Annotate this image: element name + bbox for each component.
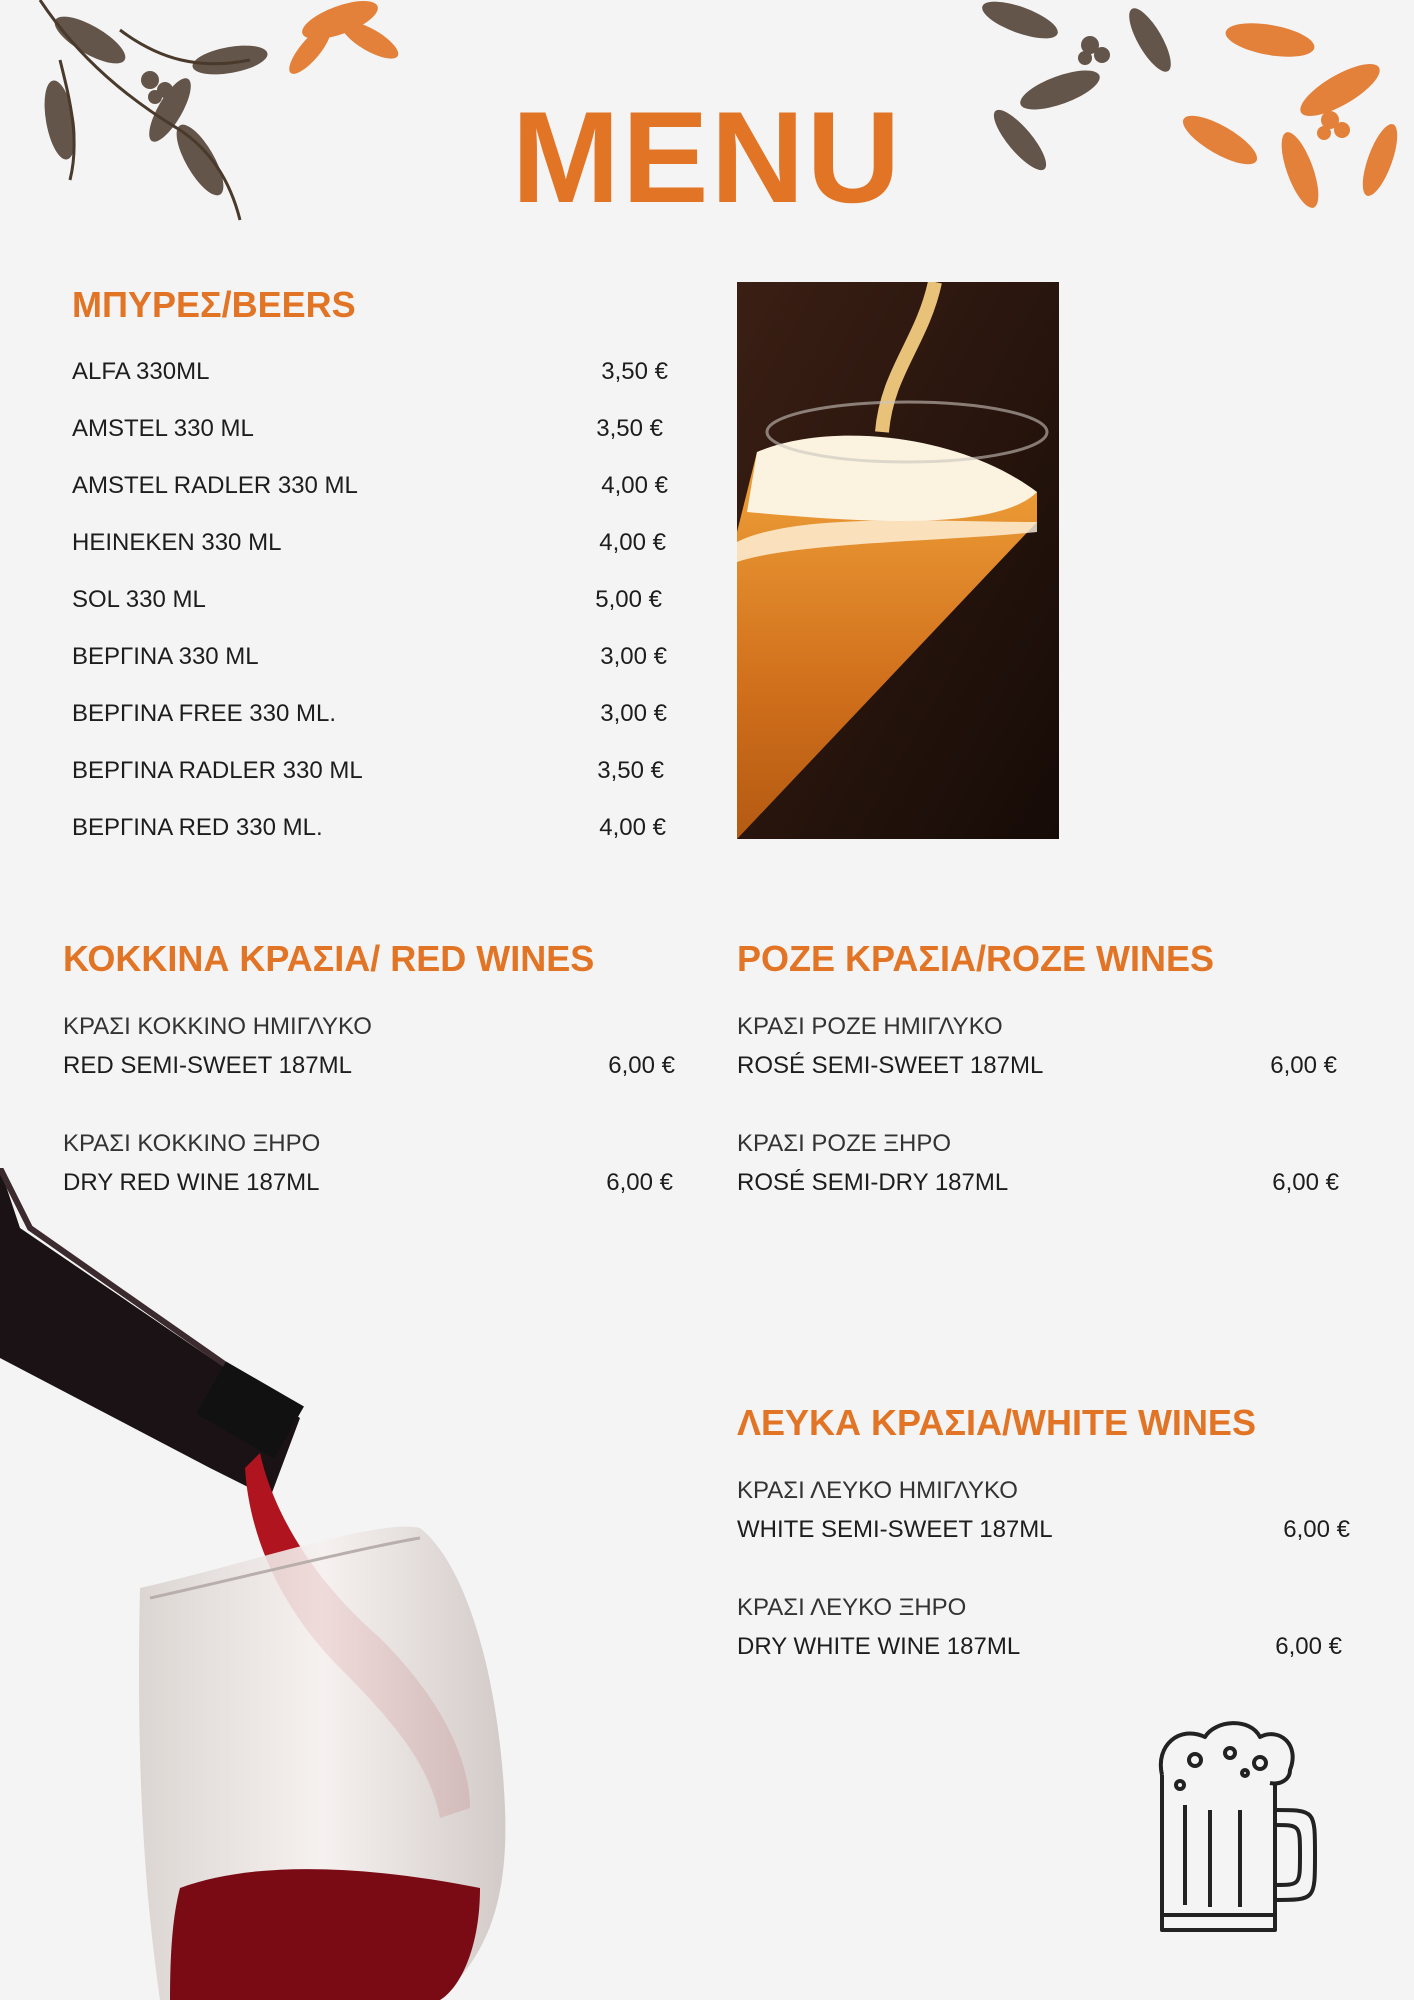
beer-name: ΒΕΡΓΙΝΑ FREE 330 ML. <box>72 700 336 727</box>
beer-name: HEINEKEN 330 ML <box>72 529 282 556</box>
beers-heading: ΜΠΥΡΕΣ/BEERS <box>72 284 356 325</box>
beer-row <box>72 588 692 618</box>
red-wine-2-greek: ΚΡΑΣΙ ΚΟΚΚΙΝΟ ΞΗΡΟ <box>63 1130 321 1157</box>
beer-name: ΒΕΡΓΙΝΑ 330 ML <box>72 643 259 670</box>
beer-row <box>72 702 692 732</box>
beer-name: AMSTEL 330 ML <box>72 415 254 442</box>
white-wine-1-price: 6,00 € <box>1283 1516 1350 1543</box>
beer-price: 3,00 € <box>600 643 667 670</box>
white-wine-2-greek: ΚΡΑΣΙ ΛΕΥΚΟ ΞΗΡΟ <box>737 1594 967 1621</box>
beer-name: AMSTEL RADLER 330 ML <box>72 472 358 499</box>
page-title: MENU <box>511 84 903 230</box>
beer-mug-icon <box>1150 1715 1320 1945</box>
beer-row <box>72 474 692 504</box>
rose-wine-1-greek: ΚΡΑΣΙ ΡΟΖΕ ΗΜΙΓΛΥΚΟ <box>737 1013 1003 1040</box>
beer-row <box>72 816 692 846</box>
white-wine-2-name: DRY WHITE WINE 187ML <box>737 1633 1021 1660</box>
rose-wine-1-price: 6,00 € <box>1270 1052 1337 1079</box>
red-wine-2-price: 6,00 € <box>606 1169 673 1196</box>
beer-price: 3,50 € <box>596 415 663 442</box>
white-wine-1-greek: ΚΡΑΣΙ ΛΕΥΚΟ ΗΜΙΓΛΥΚΟ <box>737 1477 1018 1504</box>
red-wine-2-name: DRY RED WINE 187ML <box>63 1169 320 1196</box>
beer-glass-photo <box>737 282 1059 839</box>
beer-price: 3,50 € <box>601 358 668 385</box>
wine-pour-photo <box>0 1168 540 2000</box>
beer-price: 5,00 € <box>595 586 662 613</box>
red-wines-heading: ΚΟΚΚΙΝΑ ΚΡΑΣΙΑ/ RED WINES <box>63 938 595 979</box>
white-wine-1-name: WHITE SEMI-SWEET 187ML <box>737 1516 1053 1543</box>
white-wine-2-price: 6,00 € <box>1275 1633 1342 1660</box>
rose-wines-heading: ΡΟΖΕ ΚΡΑΣΙΑ/ROZE WINES <box>737 938 1214 979</box>
beer-price: 3,50 € <box>597 757 664 784</box>
beer-price: 4,00 € <box>601 472 668 499</box>
beer-row <box>72 417 692 447</box>
rose-wine-2-name: ROSÉ SEMI-DRY 187ML <box>737 1169 1009 1196</box>
white-wines-heading: ΛΕΥΚΑ ΚΡΑΣΙΑ/WHITE WINES <box>737 1402 1256 1443</box>
beer-name: SOL 330 ML <box>72 586 206 613</box>
rose-wine-2-price: 6,00 € <box>1272 1169 1339 1196</box>
beer-row <box>72 531 692 561</box>
beer-row <box>72 645 692 675</box>
beer-name: ALFA 330ML <box>72 358 210 385</box>
red-wine-1-greek: ΚΡΑΣΙ ΚΟΚΚΙΝΟ ΗΜΙΓΛΥΚΟ <box>63 1013 372 1040</box>
rose-wine-2-greek: ΚΡΑΣΙ ΡΟΖΕ ΞΗΡΟ <box>737 1130 952 1157</box>
beer-price: 3,00 € <box>600 700 667 727</box>
beer-name: ΒΕΡΓΙΝΑ RADLER 330 ML <box>72 757 363 784</box>
rose-wine-1-name: ROSÉ SEMI-SWEET 187ML <box>737 1052 1044 1079</box>
red-wine-1-name: RED SEMI-SWEET 187ML <box>63 1052 352 1079</box>
beer-price: 4,00 € <box>599 529 666 556</box>
red-wine-1-price: 6,00 € <box>608 1052 675 1079</box>
beer-row <box>72 360 692 390</box>
beer-price: 4,00 € <box>599 814 666 841</box>
beer-row <box>72 759 692 789</box>
beer-name: ΒΕΡΓΙΝΑ RED 330 ML. <box>72 814 323 841</box>
